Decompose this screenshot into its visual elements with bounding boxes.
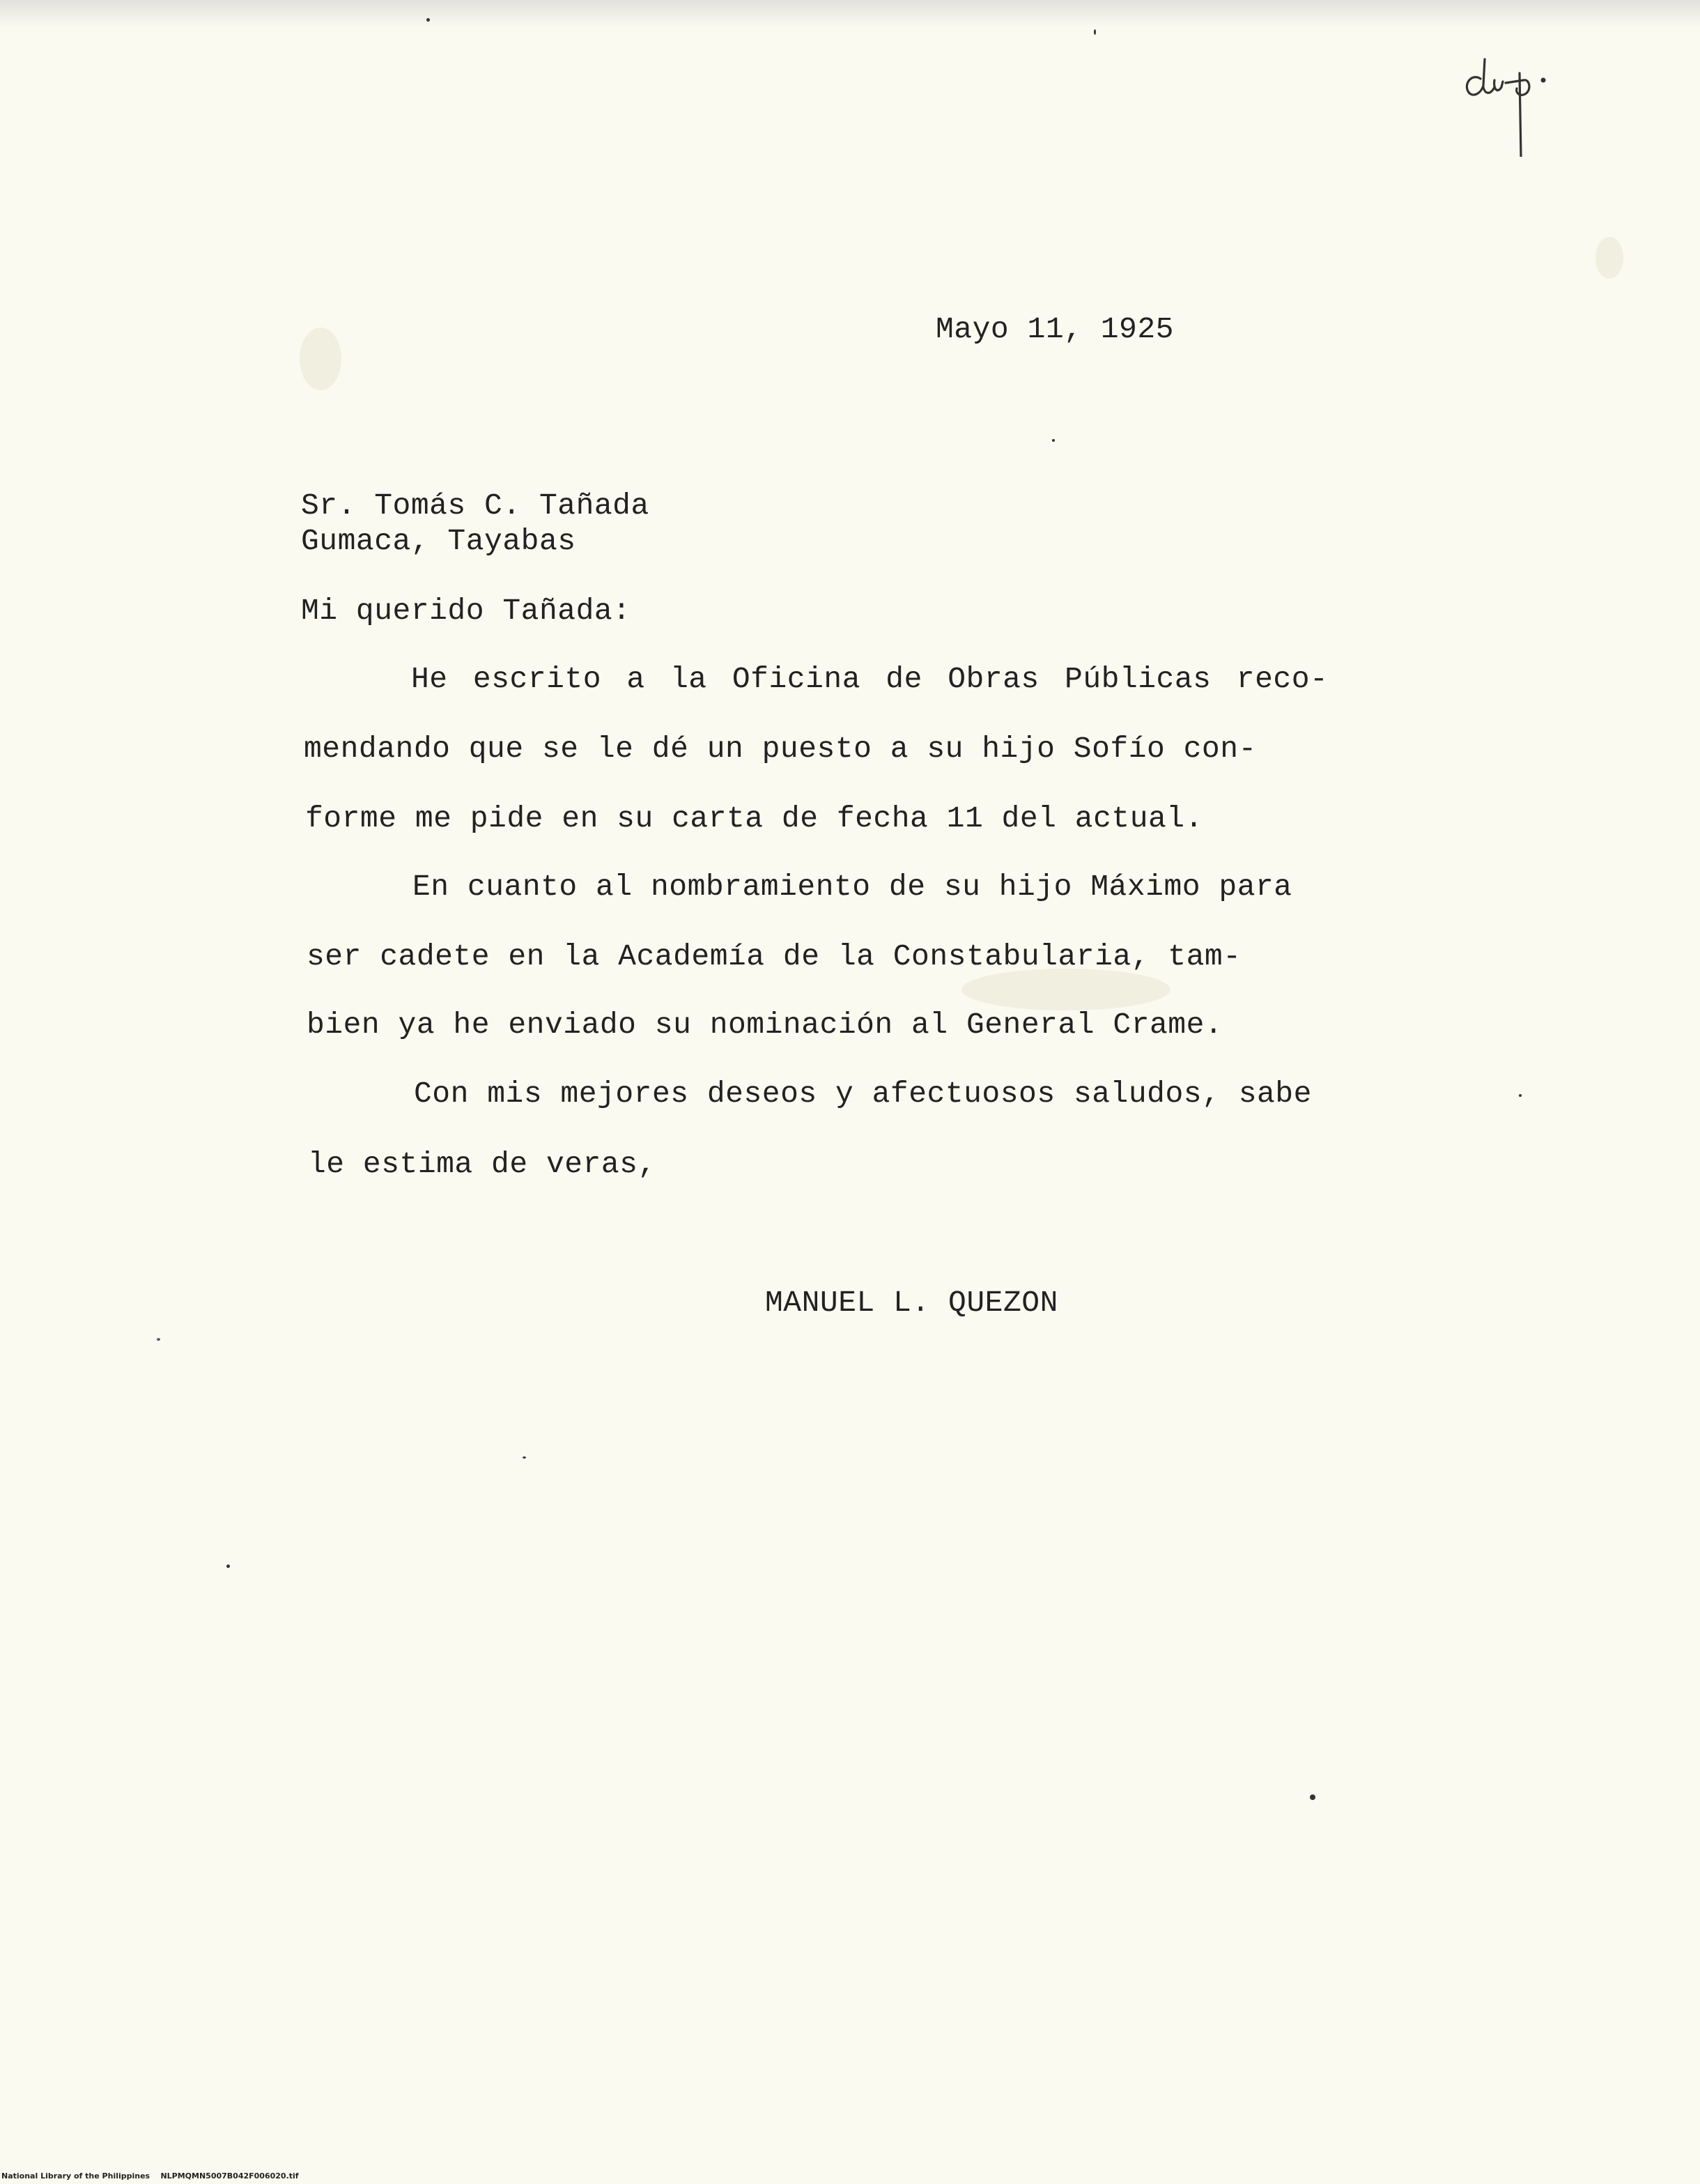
archive-footer bbox=[1, 2171, 299, 2181]
dust-speck bbox=[1310, 1794, 1315, 1800]
dust-speck bbox=[523, 1456, 526, 1459]
body-line: He escrito a la Oficina de Obras Públicas reco- bbox=[411, 662, 1329, 696]
recipient-location: Gumaca, Tayabas bbox=[301, 524, 576, 558]
paper-stain bbox=[1595, 237, 1623, 279]
body-line: ser cadete en la Academía de la Constabularia, tam- bbox=[307, 939, 1242, 974]
dust-speck bbox=[426, 18, 430, 22]
body-line: forme me pide en su carta de fecha 11 del actual. bbox=[305, 801, 1203, 836]
body-line: le estima de veras, bbox=[308, 1147, 656, 1181]
recipient-name: Sr. Tomás C. Tañada bbox=[301, 489, 649, 523]
salutation: Mi querido Tañada: bbox=[301, 594, 631, 628]
handwritten-dup-note bbox=[1460, 52, 1557, 157]
dust-speck bbox=[1519, 1094, 1522, 1097]
paper-stain bbox=[961, 969, 1170, 1010]
body-line: bien ya he enviado su nominación al General Crame. bbox=[307, 1008, 1223, 1042]
dust-speck bbox=[226, 1564, 230, 1568]
paper-stain bbox=[300, 328, 341, 390]
footer-institution: National Library of the Philippines bbox=[1, 2171, 150, 2181]
dust-speck bbox=[1094, 29, 1096, 35]
body-line: En cuanto al nombramiento de su hijo Máximo para bbox=[412, 870, 1292, 904]
body-line: Con mis mejores deseos y afectuosos saludos, sabe bbox=[414, 1077, 1312, 1111]
letter-date: Mayo 11, 1925 bbox=[936, 312, 1174, 346]
scan-edge-shadow bbox=[0, 0, 1700, 28]
signature-name: MANUEL L. QUEZON bbox=[765, 1286, 1058, 1320]
body-line: mendando que se le dé un puesto a su hijo Sofío con- bbox=[304, 732, 1257, 766]
dust-speck bbox=[1052, 439, 1055, 442]
footer-file-id: NLPMQMN5007B042F006020.tif bbox=[160, 2171, 299, 2181]
dust-speck bbox=[157, 1338, 160, 1341]
